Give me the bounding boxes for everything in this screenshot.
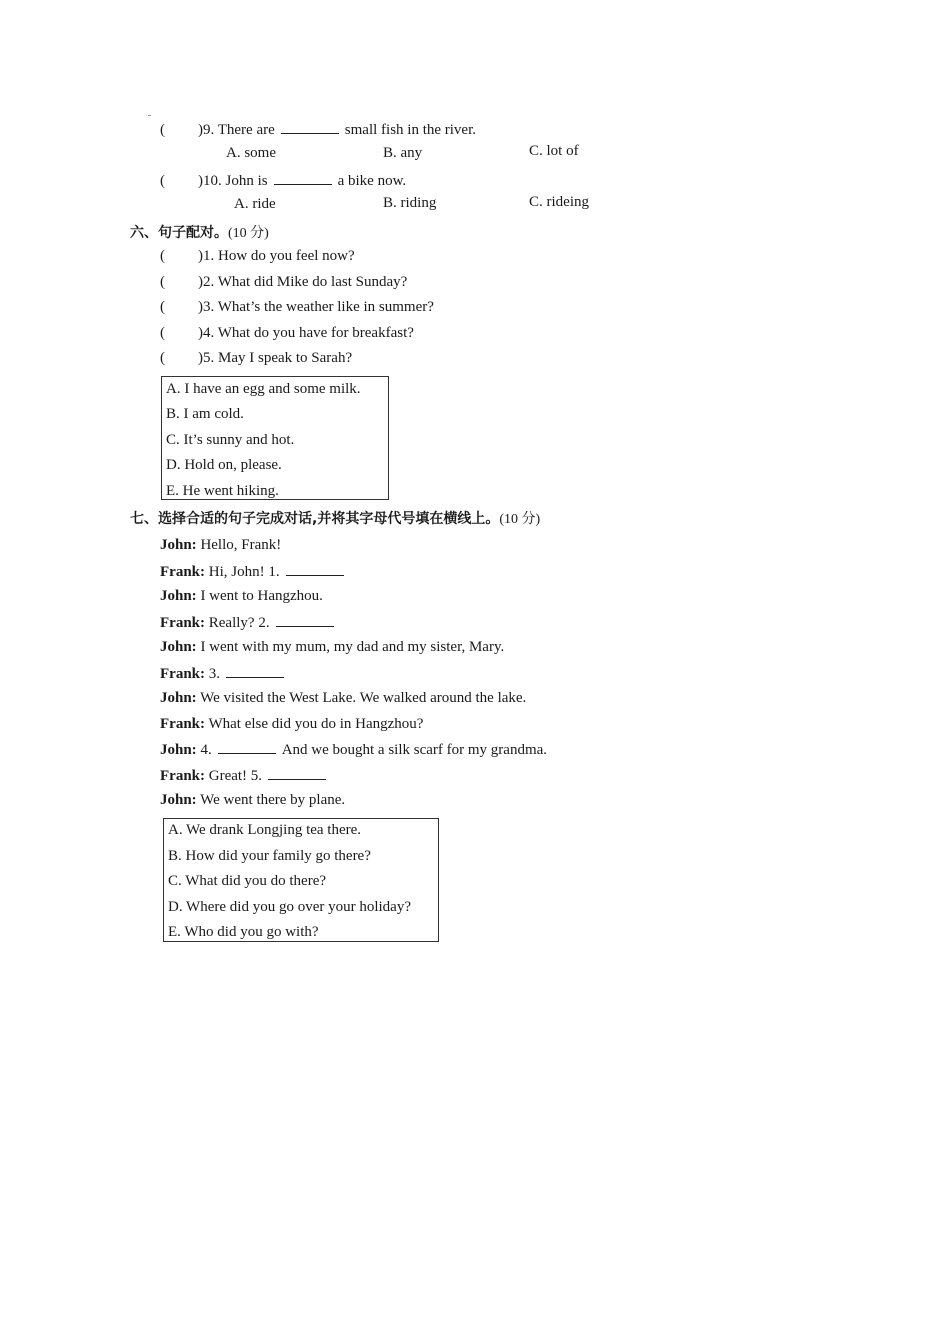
dialogue-line: Frank: Really? 2. bbox=[160, 612, 340, 633]
mc-9-option-b: B. any bbox=[383, 145, 423, 161]
match-question-1: ( )1. How do you feel now? bbox=[160, 248, 355, 264]
mc-10-option-c: C. rideing bbox=[529, 194, 589, 210]
dialogue-option-a: A. We drank Longjing tea there. bbox=[168, 822, 362, 838]
dialogue-option-e: E. Who did you go with? bbox=[168, 924, 319, 940]
dialogue-line: Frank: Hi, John! 1. bbox=[160, 561, 350, 582]
dialogue-line: Frank: Great! 5. bbox=[160, 765, 332, 786]
match-answer-box bbox=[161, 376, 389, 500]
match-answer-b: B. I am cold. bbox=[166, 406, 244, 422]
dialogue-blank-5[interactable] bbox=[268, 765, 326, 780]
mc-10-option-b: B. riding bbox=[383, 195, 437, 211]
answer-blank[interactable] bbox=[274, 170, 332, 185]
dialogue-line: John: I went with my mum, my dad and my sister, Mary. bbox=[160, 639, 505, 655]
dialogue-blank-2[interactable] bbox=[276, 612, 334, 627]
dialogue-blank-3[interactable] bbox=[226, 663, 284, 678]
match-question-4: ( )4. What do you have for breakfast? bbox=[160, 325, 414, 341]
match-answer-d: D. Hold on, please. bbox=[166, 457, 282, 473]
dialogue-option-box bbox=[163, 818, 439, 942]
dialogue-blank-1[interactable] bbox=[286, 561, 344, 576]
dialogue-option-c: C. What did you do there? bbox=[168, 873, 327, 889]
mc-10-option-a: A. ride bbox=[234, 196, 276, 212]
match-question-5: ( )5. May I speak to Sarah? bbox=[160, 350, 353, 366]
match-question-2: ( )2. What did Mike do last Sunday? bbox=[160, 274, 408, 290]
dialogue-line: John: Hello, Frank! bbox=[160, 537, 282, 553]
answer-blank[interactable] bbox=[281, 119, 339, 134]
scan-speck bbox=[148, 115, 151, 116]
match-answer-e: E. He went hiking. bbox=[166, 483, 279, 499]
dialogue-blank-4[interactable] bbox=[218, 739, 276, 754]
mc-9-option-a: A. some bbox=[226, 145, 276, 161]
dialogue-line: Frank: What else did you do in Hangzhou? bbox=[160, 716, 424, 732]
dialogue-line: Frank: 3. bbox=[160, 663, 290, 684]
mc-9-option-c: C. lot of bbox=[529, 143, 579, 159]
dialogue-line: John: We visited the West Lake. We walked around the lake. bbox=[160, 690, 527, 706]
dialogue-option-b: B. How did your family go there? bbox=[168, 848, 371, 864]
dialogue-option-d: D. Where did you go over your holiday? bbox=[168, 899, 411, 915]
section-6-heading: 六、句子配对。(10 分) bbox=[130, 225, 269, 241]
match-answer-a: A. I have an egg and some milk. bbox=[166, 381, 361, 397]
match-answer-c: C. It’s sunny and hot. bbox=[166, 432, 295, 448]
mc-question-10: ( )10. John is a bike now. bbox=[160, 170, 406, 191]
section-7-heading: 七、选择合适的句子完成对话,并将其字母代号填在横线上。(10 分) bbox=[130, 511, 541, 527]
match-question-3: ( )3. What’s the weather like in summer? bbox=[160, 299, 434, 315]
dialogue-line: John: 4. And we bought a silk scarf for my grandma. bbox=[160, 739, 547, 760]
dialogue-line: John: We went there by plane. bbox=[160, 792, 346, 808]
dialogue-line: John: I went to Hangzhou. bbox=[160, 588, 323, 604]
mc-question-9: ( )9. There are small fish in the river. bbox=[160, 119, 476, 140]
